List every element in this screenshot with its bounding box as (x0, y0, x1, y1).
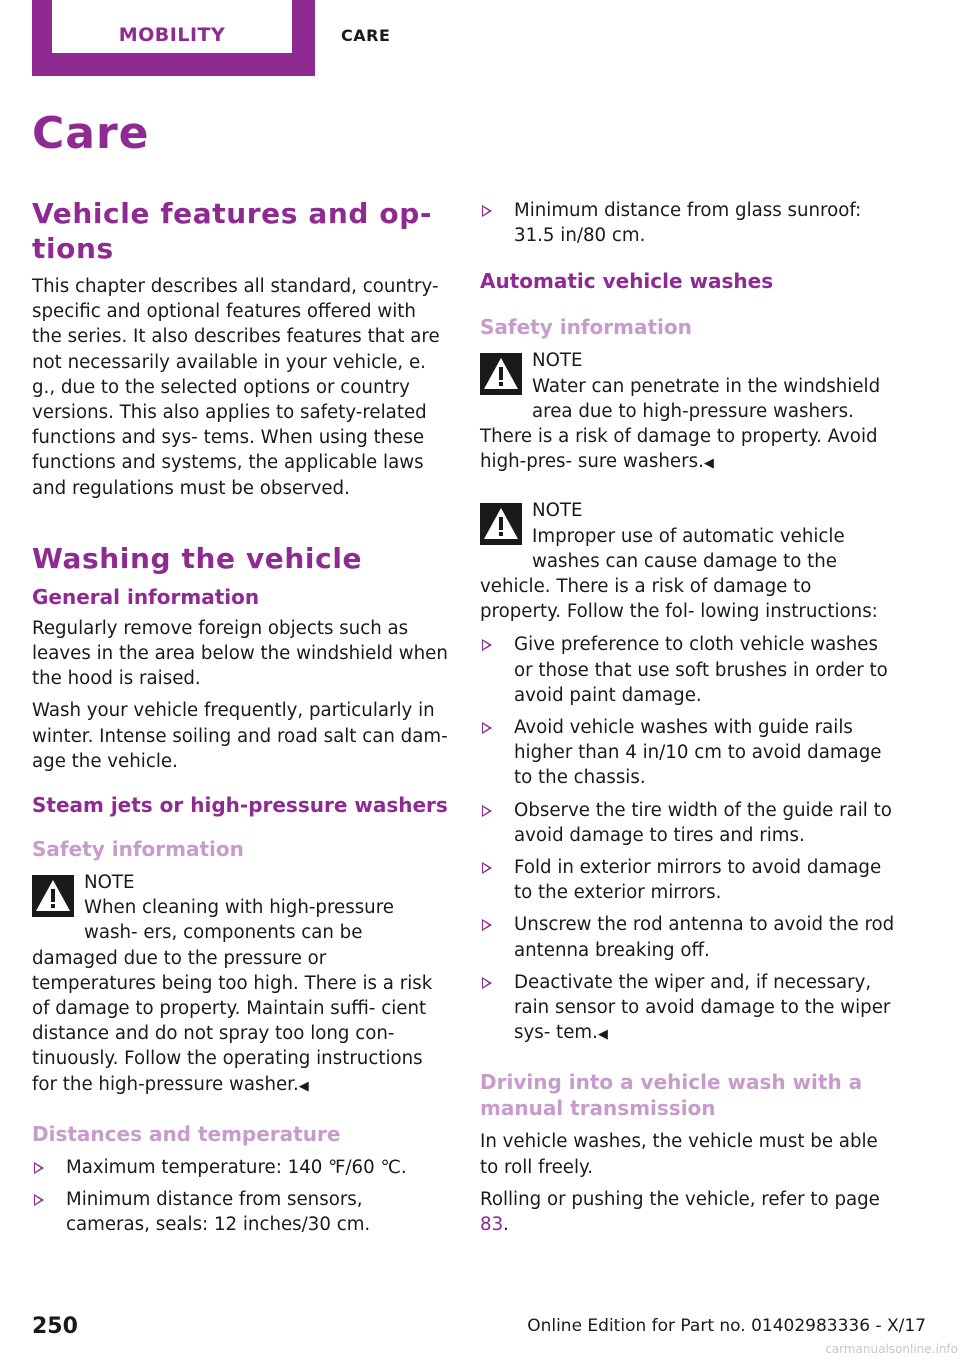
edition-footer: Online Edition for Part no. 01402983336 - X/17 (527, 1316, 926, 1336)
list-distances (32, 1155, 450, 1238)
paragraph-driving-2: Rolling or pushing the vehicle, refer to page 83. (480, 1188, 880, 1236)
list-item: Give preference to cloth vehicle washes or those that use soft brushes in order to avoid paint damage. (480, 632, 896, 708)
bullet-triangle-icon (482, 862, 492, 874)
paragraph-general-1: Regularly remove foreign objects such as leaves in the area below the windshield when the hood is raised. (32, 617, 448, 690)
list-item: Unscrew the rod antenna to avoid the rod antenna breaking off. (480, 912, 896, 962)
tab-care[interactable]: CARE (341, 26, 391, 45)
right-column (480, 196, 896, 1244)
list-item: Minimum distance from sensors, cameras, seals: 12 inches/30 cm. (32, 1187, 450, 1237)
page-title: Care (32, 108, 150, 159)
paragraph-vehicle-features: This chapter describes all standard, country-specific and optional features offered with the series. It also describes features that are not necessarily available in your vehicle, e. g., due to the selected options or country versions. This also applies to safety-related functions and sys‐ tems. When using these functions and systems, the applicable laws and regulations must be observed. (32, 276, 440, 499)
left-column (32, 196, 450, 1247)
warning-triangle-icon (32, 875, 74, 917)
watermark: carmanualsonline.info (825, 1342, 958, 1356)
tab-mobility[interactable] (52, 0, 292, 53)
heading-safety-information: Safety information (32, 837, 244, 862)
list-item: Minimum distance from glass sunroof: 31.5 in/80 cm. (480, 198, 896, 248)
heading-general-information: General information (32, 584, 260, 609)
bullet-triangle-icon (34, 1162, 44, 1174)
note-text: When cleaning with high-pressure wash‐ ers, components can be damaged due to the pressure or temperatures being too high. There is a risk of damage to property. Maintain suffi‐ cient distance and do not spray too long con‐ tinuously. Follow the operating instructions for the high-pressure washer. (32, 897, 433, 1095)
list-item: Fold in exterior mirrors to avoid damage to the exterior mirrors. (480, 855, 896, 905)
list-sunroof (480, 198, 896, 248)
list-item: Avoid vehicle washes with guide rails higher than 4 in/10 cm to avoid damage to the chassis. (480, 715, 896, 791)
end-mark-icon: ◀ (703, 456, 714, 472)
paragraph-driving-1: In vehicle washes, the vehicle must be able to roll freely. (480, 1131, 878, 1178)
list-item: Observe the tire width of the guide rail to avoid damage to tires and rims. (480, 798, 896, 848)
list-item: Maximum temperature: 140 ℉/60 ℃. (32, 1155, 450, 1180)
bullet-triangle-icon (482, 722, 492, 734)
warning-triangle-icon (480, 503, 522, 545)
bullet-triangle-icon (482, 919, 492, 931)
heading-distances-temperature: Distances and temperature (32, 1121, 341, 1146)
heading-vehicle-features: Vehicle features and op‐ tions (32, 197, 433, 265)
bullet-triangle-icon (34, 1194, 44, 1206)
paragraph-general-2: Wash your vehicle frequently, particularly in winter. Intense soiling and road salt can dam‐ age the vehicle. (32, 700, 448, 772)
bullet-triangle-icon (482, 977, 492, 989)
list-item: Deactivate the wiper and, if necessary, rain sensor to avoid damage to the wiper sys‐ tem.◀ (480, 970, 896, 1048)
bullet-triangle-icon (482, 639, 492, 651)
note-label: NOTE (532, 500, 583, 522)
bullet-triangle-icon (482, 205, 492, 217)
note-windshield (480, 348, 896, 476)
note-text: Improper use of automatic vehicle washes can cause damage to the vehicle. There is a risk of damage to property. Follow the fol‐ lowing instructions: (480, 525, 878, 623)
note-label: NOTE (532, 350, 583, 372)
heading-driving-into-wash: Driving into a vehicle wash with a manual transmission (480, 1070, 863, 1121)
note-label: NOTE (84, 872, 135, 894)
bullet-triangle-icon (482, 805, 492, 817)
note-high-pressure (32, 870, 450, 1099)
list-instructions (480, 632, 896, 1047)
chapter-tab-bar (32, 0, 315, 76)
heading-washing-vehicle: Washing the vehicle (32, 541, 363, 575)
end-mark-icon: ◀ (298, 1078, 309, 1094)
note-improper-use (480, 498, 896, 624)
note-text: Water can penetrate in the windshield area due to high-pressure washers. There is a risk of damage to property. Avoid high-pres‐ sure washers. (480, 375, 881, 473)
heading-steam-jets: Steam jets or high-pressure washers (32, 793, 448, 818)
heading-automatic-washes: Automatic vehicle washes (480, 269, 774, 294)
tab-mobility-label: MOBILITY (118, 24, 226, 46)
end-mark-icon: ◀ (597, 1027, 608, 1043)
heading-safety-information-auto: Safety information (480, 315, 692, 340)
warning-triangle-icon (480, 353, 522, 395)
page-link[interactable]: 83 (480, 1214, 504, 1236)
page-number: 250 (32, 1314, 78, 1339)
